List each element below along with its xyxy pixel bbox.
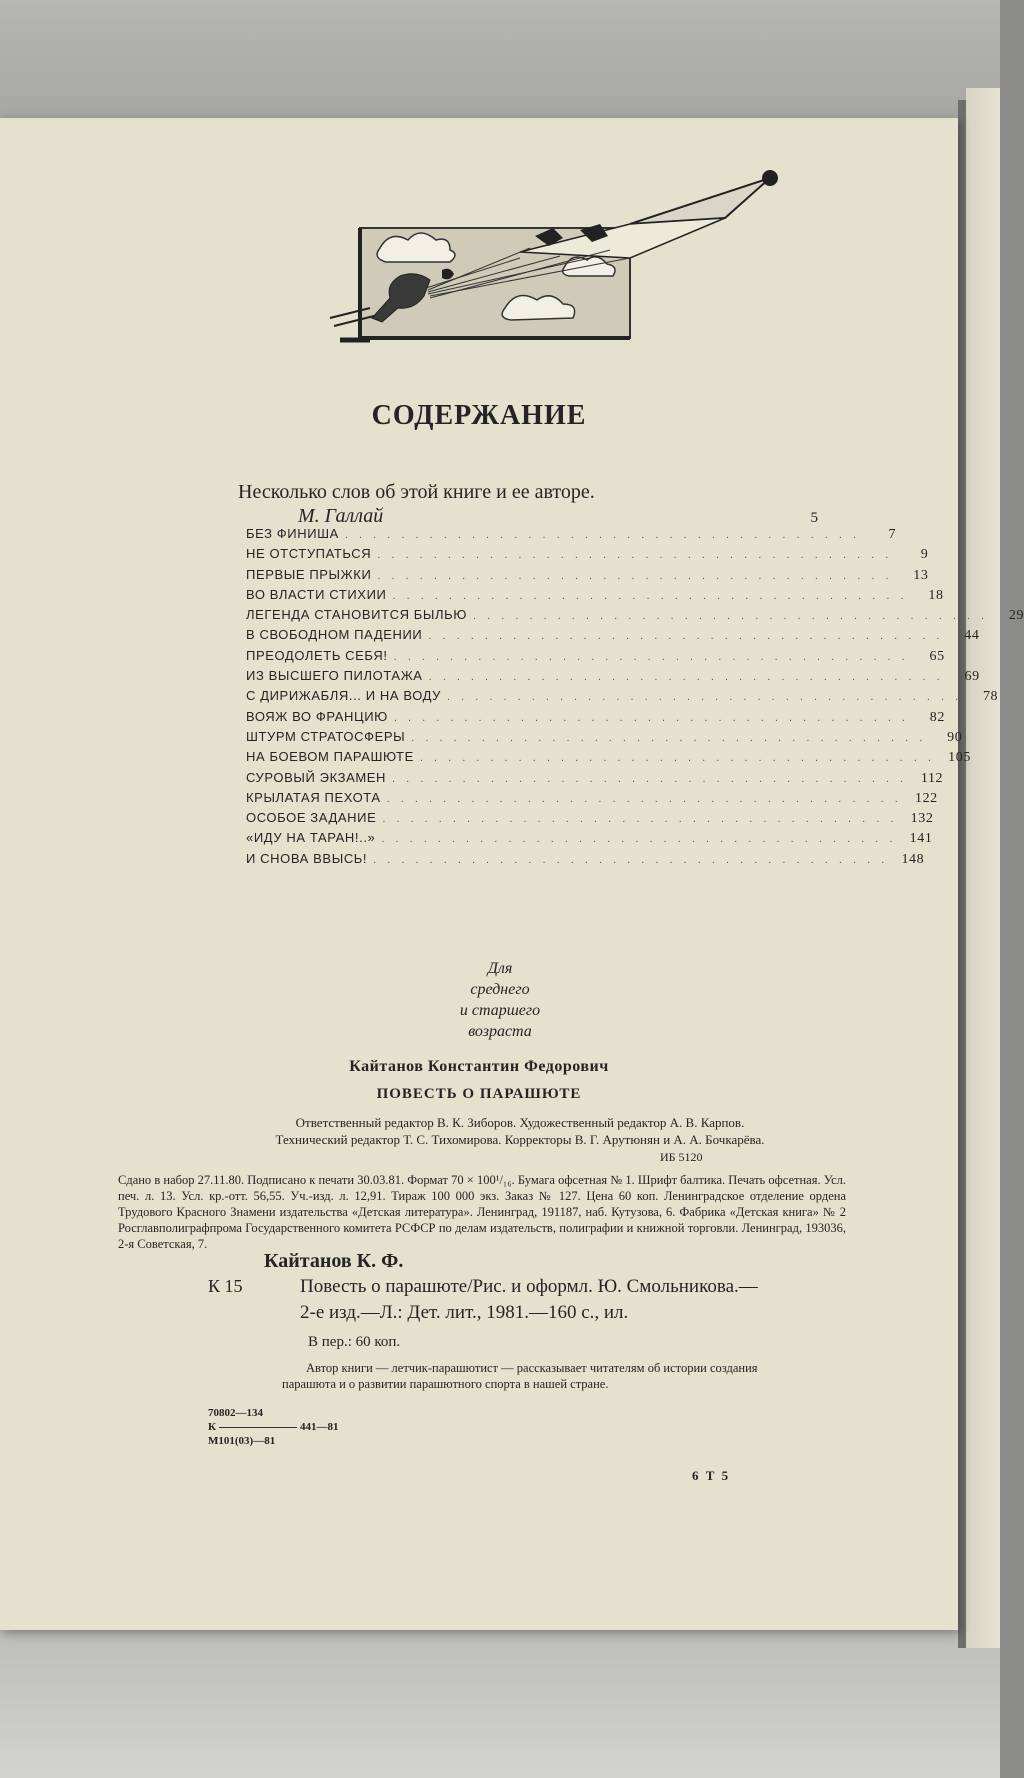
toc-entry[interactable] — [246, 546, 929, 566]
toc-entry-title: НА БОЕВОМ ПАРАШЮТЕ — [246, 749, 414, 765]
index-code-top: 70802—134 — [208, 1407, 263, 1419]
audience-note — [400, 958, 600, 1042]
toc-entry-page: 9 — [920, 547, 929, 563]
price: В пер.: 60 коп. — [308, 1334, 401, 1350]
toc-entry[interactable] — [246, 850, 925, 871]
toc-entry[interactable] — [246, 566, 929, 587]
toc-intro-entry[interactable] — [238, 480, 818, 528]
toc-leader: . . . . . . . . . . . . . . . . . . . . . . . . . . . . . . . . . . . . . — [377, 569, 893, 582]
book-page — [0, 118, 1024, 1630]
index-code — [208, 1406, 338, 1448]
toc-entry-page: 141 — [909, 831, 933, 847]
toc-leader: . . . . . . . . . . . . . . . . . . . . . . . . . . . . . . . . . . . . . — [411, 731, 927, 744]
toc-entry-title: С ДИРИЖАБЛЯ... И НА ВОДУ — [246, 688, 442, 704]
index-code-number: 441—81 — [299, 1421, 339, 1433]
toc-entry[interactable] — [246, 607, 1024, 627]
index-code-letter: К — [208, 1421, 216, 1433]
toc-entry-page: 112 — [920, 770, 944, 786]
toc-leader: . . . . . . . . . . . . . . . . . . . . . . . . . . . . . . . . . . . . . — [381, 833, 897, 846]
toc-title: СОДЕРЖАНИЕ — [371, 400, 587, 431]
toc-entry[interactable] — [246, 586, 944, 607]
toc-entry[interactable] — [246, 810, 934, 830]
toc-entry-page: 90 — [947, 729, 963, 745]
credits-line: Технический редактор Т. С. Тихомирова. Корректоры В. Г. Арутюнян и А. А. Бочкарёва. — [275, 1132, 765, 1147]
catalog-code: К 15 — [208, 1276, 243, 1296]
fraction-rule — [219, 1427, 297, 1428]
toc-entry[interactable] — [246, 708, 945, 729]
toc-leader: . . . . . . . . . . . . . . . . . . . . . . . . . . . . . . . . . . . . . — [428, 671, 944, 684]
toc-leader: . . . . . . . . . . . . . . . . . . . . . . . . . . . . . . . . . . . . . — [392, 772, 908, 785]
toc-intro-title: Несколько слов об этой книге и ее авторе. — [238, 481, 595, 503]
toc-entry-page: 44 — [964, 628, 980, 644]
toc-leader: . . . . . . . . . . . . . . . . . . . . . . . . . . . . . . . . . . . . . — [377, 549, 893, 562]
toc-entry[interactable] — [246, 688, 999, 708]
toc-entry-page: 132 — [910, 811, 934, 827]
toc-entry[interactable] — [246, 769, 944, 790]
book-gutter — [958, 100, 966, 1648]
toc-entry[interactable] — [246, 789, 938, 810]
toc-entry-title: ПЕРВЫЕ ПРЫЖКИ — [246, 566, 372, 582]
annotation: Автор книги — летчик-парашютист — рассказывает читателям об истории создания парашюта и о развитии парашютного спорта в нашей стране. — [282, 1361, 758, 1391]
background-bottom — [0, 1630, 1000, 1778]
toc-entry-title: СУРОВЫЙ ЭКЗАМЕН — [246, 769, 387, 785]
toc-entry-title: ПРЕОДОЛЕТЬ СЕБЯ! — [246, 647, 388, 663]
toc-entry[interactable] — [246, 627, 980, 647]
toc-leader: . . . . . . . . . . . . . . . . . . . . . . . . . . . . . . . . . . . . . — [373, 853, 889, 866]
toc-entry-title: НЕ ОТСТУПАТЬСЯ — [246, 546, 372, 562]
toc-entry-page: 13 — [913, 567, 929, 583]
toc-leader: . . . . . . . . . . . . . . . . . . . . . . . . . . . . . . . . . . . . . — [393, 650, 909, 663]
imprint-text: Сдано в набор 27.11.80. Подписано к печати 30.03.81. Формат 70 × 100¹/₁₆. Бумага офсетная № 1. Шрифт балтика. Печать офсетная. Усл. печ. л. 13. Усл. кр.-отт. 56,55. Уч.-изд. л. 12,91. Тираж 100 000 экз. Заказ № 127. Цена 60 коп. Ленинградское отделение ордена Трудового Красного Знамени издательства «Детская литература». Ленинград, 191187, наб. Кутузова, 6. Фабрика «Детская книга» № 2 Росглавполиграфпрома Государственного комитета РСФСР по делам издательств, полиграфии и книжной торговли. Ленинград, 193036, 2-я Советская, 7. — [118, 1173, 846, 1251]
next-page-edge — [966, 88, 1000, 1648]
toc-leader: . . . . . . . . . . . . . . . . . . . . . . . . . . . . . . . . . . . . . — [473, 610, 989, 623]
ib-number: ИБ 5120 — [660, 1150, 703, 1164]
toc-leader: . . . . . . . . . . . . . . . . . . . . . . . . . . . . . . . . . . . . . — [419, 752, 935, 765]
toc-entry-page: 78 — [982, 689, 999, 705]
index-code-bottom: М101(03)—81 — [208, 1435, 276, 1447]
background-top — [0, 0, 1000, 130]
author-full-name: Кайтанов Константин Федорович — [349, 1058, 609, 1075]
parachutist-illustration — [330, 158, 810, 368]
toc-entry-title: ОСОБОЕ ЗАДАНИЕ — [246, 810, 377, 826]
toc-entry-title: ВОЯЖ ВО ФРАНЦИЮ — [246, 708, 388, 724]
toc-list — [246, 526, 1024, 871]
toc-entry-title: И СНОВА ВВЫСЬ! — [246, 850, 368, 866]
toc-entry-title: ШТУРМ СТРАТОСФЕРЫ — [246, 728, 406, 744]
toc-entry-page: 7 — [888, 527, 897, 542]
audience-line: и старшего — [459, 1002, 541, 1019]
toc-entry-page: 82 — [929, 709, 945, 725]
toc-leader: . . . . . . . . . . . . . . . . . . . . . . . . . . . . . . . . . . . . . — [344, 529, 861, 541]
audience-line: Для — [487, 960, 513, 977]
toc-entry-page: 122 — [914, 790, 938, 806]
catalog-description: Повесть о парашюте/Рис. и оформл. Ю. Смольникова.—2-е изд.—Л.: Дет. лит., 1981.—160 с., ил. — [300, 1276, 758, 1323]
toc-entry[interactable] — [246, 749, 971, 769]
toc-entry[interactable] — [246, 668, 980, 688]
toc-entry-title: «ИДУ НА ТАРАН!..» — [246, 830, 376, 846]
book-title: ПОВЕСТЬ О ПАРАШЮТЕ — [376, 1086, 582, 1102]
toc-entry-title: ЛЕГЕНДА СТАНОВИТСЯ БЫЛЬЮ — [246, 607, 468, 623]
toc-entry-page: 65 — [929, 648, 945, 664]
toc-entry[interactable] — [246, 830, 933, 850]
toc-entry-page: 148 — [901, 851, 925, 867]
catalog-author: Кайтанов К. Ф. — [264, 1250, 404, 1272]
toc-leader: . . . . . . . . . . . . . . . . . . . . . . . . . . . . . . . . . . . . . — [386, 792, 902, 805]
index-code-middle — [208, 1420, 338, 1434]
toc-intro-author: М. Галлай — [298, 505, 384, 527]
toc-entry-title: В СВОБОДНОМ ПАДЕНИИ — [246, 627, 423, 643]
toc-entry-title: ИЗ ВЫСШЕГО ПИЛОТАЖА — [246, 668, 423, 684]
credits-line: Ответственный редактор В. К. Зиборов. Художественный редактор А. В. Карпов. — [295, 1115, 745, 1130]
toc-leader: . . . . . . . . . . . . . . . . . . . . . . . . . . . . . . . . . . . . . — [428, 630, 944, 643]
toc-leader: . . . . . . . . . . . . . . . . . . . . . . . . . . . . . . . . . . . . . — [392, 589, 908, 602]
audience-line: среднего — [470, 981, 530, 998]
toc-entry-page: 18 — [928, 587, 944, 603]
toc-leader: . . . . . . . . . . . . . . . . . . . . . . . . . . . . . . . . . . . . . — [393, 711, 909, 724]
toc-entry-page: 105 — [948, 750, 971, 766]
print-code: 6 Т 5 — [692, 1468, 731, 1483]
toc-leader: . . . . . . . . . . . . . . . . . . . . . . . . . . . . . . . . . . . . . — [382, 813, 898, 826]
toc-intro-page: 5 — [810, 510, 818, 526]
toc-leader: . . . . . . . . . . . . . . . . . . . . . . . . . . . . . . . . . . . . . — [447, 691, 963, 704]
toc-entry-page: 29 — [1008, 608, 1024, 624]
toc-entry[interactable] — [246, 728, 963, 749]
toc-entry-title: ВО ВЛАСТИ СТИХИИ — [246, 586, 387, 602]
toc-entry[interactable] — [246, 526, 897, 546]
toc-entry[interactable] — [246, 647, 945, 668]
toc-entry-title: КРЫЛАТАЯ ПЕХОТА — [246, 789, 381, 805]
toc-entry-page: 69 — [964, 669, 980, 685]
toc-entry-title: БЕЗ ФИНИША — [246, 526, 339, 541]
editorial-credits — [180, 1114, 860, 1148]
audience-line: возраста — [468, 1023, 532, 1040]
